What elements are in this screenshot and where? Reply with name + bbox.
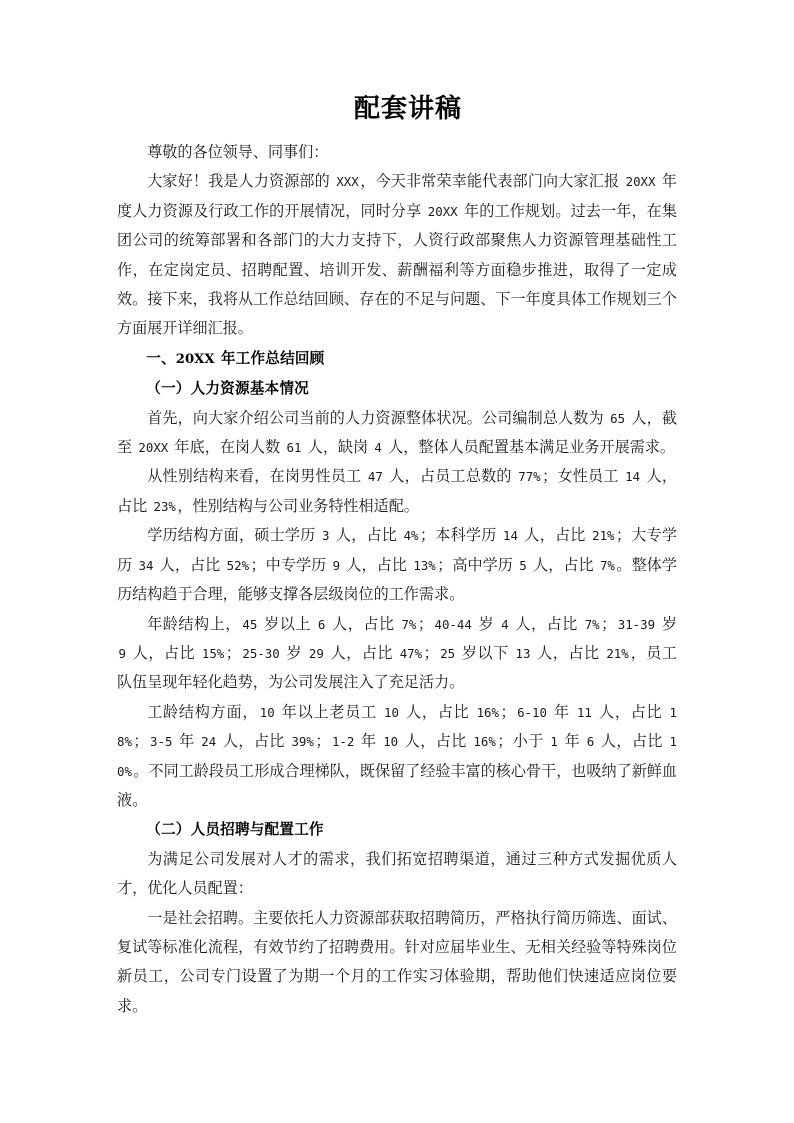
inline-figure: 25-30 bbox=[242, 645, 280, 661]
inline-figure: 5 bbox=[519, 557, 527, 573]
inline-figure: 18% bbox=[117, 704, 677, 750]
subsection-heading-1-2: （二）人员招聘与配置工作 bbox=[146, 821, 324, 839]
inline-figure: XXX bbox=[336, 174, 359, 190]
paragraph-tenure-structure: 工龄结构方面， 10 年以上老员工 10 人，占比 16%； 6-10 年 11 人，占比 18%； 3-5 年 24 人，占比 39%； 1-2 年 10 人，占比 16%；小于 1 年 6 人，占比 10%。不同工龄段员工形成合理梯队，既保留了经验丰富的核心骨干，也吸纳了新鲜血液。 bbox=[117, 702, 677, 809]
inline-figure: 23% bbox=[153, 498, 176, 514]
inline-figure: 11 bbox=[576, 704, 592, 720]
inline-figure: 20XX bbox=[175, 351, 215, 367]
inline-figure: 21% bbox=[606, 645, 629, 661]
paragraph-hr-overview: 首先，向大家介绍公司当前的人力资源整体状况。公司编制总人数为 65 人，截至 20XX 年底，在岗人数 61 人，缺岗 4 人，整体人员配置基本满足业务开展需求。 bbox=[117, 408, 677, 457]
inline-figure: 13% bbox=[413, 557, 436, 573]
inline-figure: 34 bbox=[138, 557, 154, 573]
inline-figure: 6 bbox=[317, 616, 326, 632]
inline-figure: 10% bbox=[117, 734, 677, 779]
inline-figure: 21% bbox=[592, 528, 615, 544]
inline-figure: 4 bbox=[501, 616, 509, 632]
inline-figure: 47% bbox=[399, 645, 423, 661]
paragraph-gender-structure: 从性别结构来看，在岗男性员工 47 人，占员工总数的 77%；女性员工 14 人，占比 23%，性别结构与公司业务特性相适配。 bbox=[117, 467, 677, 515]
inline-figure: 25 bbox=[440, 645, 456, 661]
paragraph-education-structure: 学历结构方面，硕士学历 3 人，占比 4%；本科学历 14 人，占比 21%；大专学历 34 人，占比 52%；中专学历 9 人，占比 13%；高中学历 5 人，占比 7%。整体学历结构趋于合理，能够支撑各层级岗位的工作需求。 bbox=[117, 526, 677, 604]
inline-figure: 6-10 bbox=[517, 704, 547, 720]
inline-figure: 29 bbox=[308, 645, 324, 661]
inline-figure: 39% bbox=[291, 734, 314, 750]
inline-figure: 7% bbox=[584, 616, 600, 632]
subsection-heading-1-1: （一）人力资源基本情况 bbox=[146, 380, 309, 398]
document-body bbox=[117, 88, 677, 1021]
inline-figure: 10 bbox=[384, 704, 399, 720]
page-title: 配套讲稿 bbox=[353, 94, 462, 124]
inline-figure: 65 bbox=[610, 410, 626, 426]
salutation-paragraph: 尊敬的各位领导、同事们： bbox=[147, 143, 329, 161]
inline-figure: 16% bbox=[476, 704, 499, 720]
paragraph-recruitment-intro: 为满足公司发展对人才的需求，我们拓宽招聘渠道，通过三种方式发掘优质人才，优化人员配置： bbox=[117, 849, 677, 898]
inline-figure: 15% bbox=[201, 645, 225, 661]
inline-figure: 14 bbox=[503, 528, 518, 544]
inline-figure: 3 bbox=[321, 528, 330, 544]
inline-figure: 1 bbox=[550, 734, 558, 750]
inline-figure: 13 bbox=[515, 645, 531, 661]
inline-figure: 3-5 bbox=[150, 734, 173, 750]
inline-figure: 4 bbox=[374, 440, 382, 456]
inline-figure: 7% bbox=[401, 616, 417, 632]
section-heading-1: 一、20XX 年工作总结回顾 bbox=[146, 349, 325, 367]
inline-figure: 7% bbox=[599, 557, 615, 573]
inline-figure: 9 bbox=[332, 557, 341, 573]
inline-figure: 6 bbox=[586, 734, 595, 750]
inline-figure: 20XX bbox=[625, 174, 656, 190]
inline-figure: 61 bbox=[286, 440, 302, 456]
opening-paragraph: 大家好！我是人力资源部的 XXX，今天非常荣幸能代表部门向大家汇报 20XX 年度人力资源及行政工作的开展情况，同时分享 20XX 年的工作规划。过去一年，在集团公司的统筹部署和各部门的大力支持下，人资行政部聚焦人力资源管理基础性工作，在定岗定员、招聘配置、培训开发、薪酬福利等方面稳步推进，取得了一定成效。接下来，我将从工作总结回顾、存在的不足与问题、下一年度具体工作规划三个方面展开详细汇报。 bbox=[117, 172, 677, 338]
inline-figure: 20XX bbox=[138, 440, 169, 456]
inline-figure: 45 bbox=[242, 616, 258, 632]
inline-figure: 40-44 bbox=[434, 616, 472, 632]
paragraph-age-structure: 年龄结构上， 45 岁以上 6 人，占比 7%； 40-44 岁 4 人，占比 7%； 31-39 岁 9 人，占比 15%； 25-30 岁 29 人，占比 47%； 25 岁以下 13 人，占比 21%，员工队伍呈现年轻化趋势，为公司发展注入了充足活力。 bbox=[117, 614, 677, 692]
inline-figure: 4% bbox=[403, 528, 419, 544]
inline-figure: 31-39 bbox=[617, 616, 656, 632]
inline-figure: 9 bbox=[118, 645, 126, 661]
inline-figure: 10 bbox=[383, 734, 399, 750]
paragraph-recruitment-social: 一是社会招聘。主要依托人力资源部获取招聘简历，严格执行简历筛选、面试、复试等标准化流程，有效节约了招聘费用。针对应届毕业生、无相关经验等特殊岗位新员工，公司专门设置了为期一个月的工作实习体验期，帮助他们快速适应岗位要求。 bbox=[117, 908, 677, 1015]
inline-figure: 52% bbox=[226, 557, 250, 573]
inline-figure: 24 bbox=[201, 734, 217, 750]
inline-figure: 14 bbox=[625, 469, 641, 485]
inline-figure: 47 bbox=[367, 469, 383, 485]
inline-figure: 1-2 bbox=[331, 734, 355, 750]
inline-figure: 77% bbox=[518, 469, 541, 485]
inline-figure: 16% bbox=[473, 734, 496, 750]
inline-figure: 10 bbox=[259, 704, 275, 720]
inline-figure: 20XX bbox=[427, 203, 458, 219]
